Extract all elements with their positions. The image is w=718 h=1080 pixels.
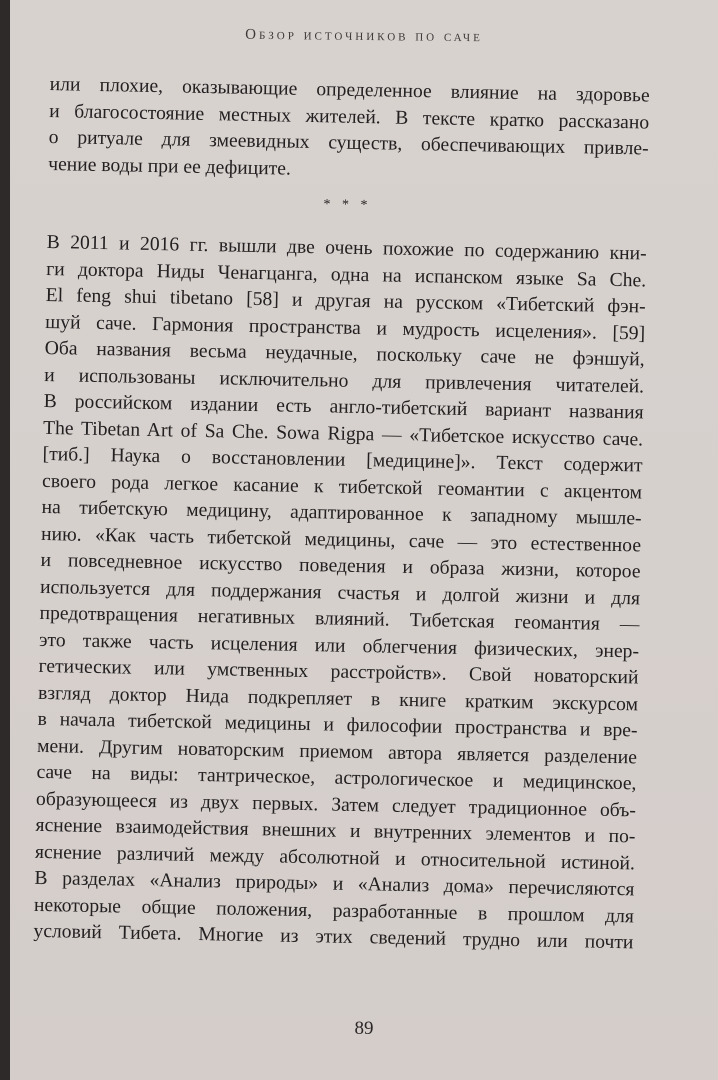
text-line: о ритуале для змеевидных существ, обеспечивающих привле-	[48, 126, 649, 160]
text-line: на тибетскую медицину, адаптированное к западному мышле-	[41, 496, 642, 530]
text-line: яснение взаимодействия внешних и внутренних элементов и по-	[35, 814, 636, 848]
text-line: ги доктора Ниды Ченагцанга, одна на испанском языке Sa Che.	[46, 258, 647, 291]
text-line: [тиб.] Наука о восстановлении [медицине]». Текст содержит	[42, 443, 643, 477]
text-line: это также часть исцеления или облегчения физических, энер-	[38, 629, 640, 662]
text-line: В 2011 и 2016 гг. вышли две очень похожие по содержанию кни-	[46, 231, 647, 265]
text-line: гетических или умственных расстройств». Свой новаторский	[38, 655, 639, 689]
text-line: в начала тибетской медицины и философии пространства и вре-	[37, 708, 638, 742]
text-line: Оба названия весьма неудачные, поскольку саче не фэншуй,	[44, 337, 645, 371]
section-separator: * * *	[323, 197, 372, 214]
text-line: чение воды при ее дефиците.	[48, 153, 292, 180]
paragraph-2	[33, 230, 647, 957]
paragraph-1	[48, 72, 650, 189]
text-line: El feng shui tibetano [58] и другая на русском «Тибетский фэн-	[45, 284, 646, 318]
text-line: и повседневное искусство поведения и образа жизни, которое	[40, 549, 641, 583]
text-line: нию. «Как часть тибетской медицины, саче — это естественное	[40, 523, 642, 556]
page-number: 89	[354, 1018, 374, 1039]
text-line: используется для поддержания счастья и долгой жизни и для	[39, 576, 641, 609]
book-page	[10, 0, 718, 1080]
body-text	[33, 72, 650, 957]
text-line: яснение различий между абсолютной и относительной истиной.	[34, 841, 636, 874]
text-line: условий Тибета. Многие из этих сведений трудно или почти	[33, 920, 634, 954]
text-line: The Tibetan Art of Sa Che. Sowa Rigpa — «Тибетское искусство саче.	[42, 417, 644, 450]
text-line: образующееся из двух первых. Затем следует традиционное объ-	[35, 788, 637, 821]
text-line: некоторые общие положения, разработанные в прошлом для	[33, 894, 635, 927]
text-line: или плохие, оказывающие определенное влияние на здоровье	[49, 73, 650, 107]
text-line: и использованы исключительно для привлечения читателей.	[43, 364, 645, 397]
text-line: В российском издании есть англо-тибетский вариант названия	[43, 390, 644, 424]
text-line: шуй саче. Гармония пространства и мудрость исцеления». [59]	[44, 311, 646, 344]
text-line: и благосостояние местных жителей. В тексте кратко рассказано	[49, 100, 650, 134]
text-line: саче на виды: тантрическое, астрологическое и медицинское,	[36, 761, 637, 795]
text-line: своего рода легкое касание к тибетской геомантии с акцентом	[41, 470, 643, 503]
text-line: мени. Другим новаторским приемом автора является разделение	[36, 735, 638, 768]
text-line: В разделах «Анализ природы» и «Анализ дома» перечисляются	[34, 867, 635, 901]
running-head: Обзор источников по саче	[245, 26, 483, 46]
text-line: взгляд доктор Нида подкрепляет в книге кратким экскурсом	[37, 682, 639, 715]
text-line: предотвращения негативных влияний. Тибетская геомантия —	[39, 602, 640, 636]
